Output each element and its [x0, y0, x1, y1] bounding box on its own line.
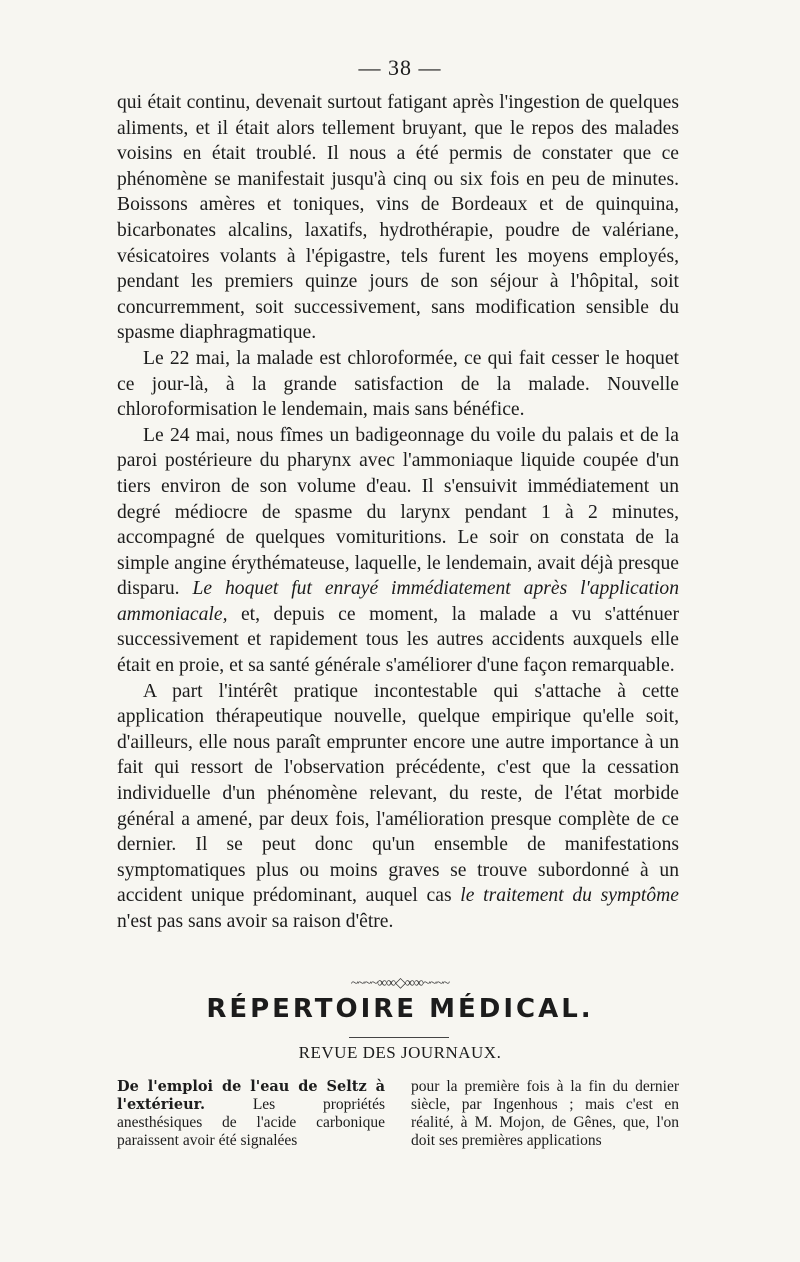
main-text: [117, 90, 679, 935]
paragraph-continuation: qui était continu, devenait surtout fatigant après l'ingestion de quelques aliments, et il était alors tellement bruyant, que le repos des malades voisins en était troublé. Il nous a été permis de constater que ce phénomène se manifestait jusqu'à cinq ou six fois en peu de minutes. Boissons amères et toniques, vins de Bordeaux et de quinquina, bicarbonates alcalins, laxatifs, hydrothérapie, poudre de valériane, vésicatoires volants à l'épigastre, tels furent les moyens employés, pendant les premiers quinze jours de son séjour à l'hôpital, soit concurremment, soit successivement, sans modification sensible du spasme diaphragmatique.: [117, 92, 679, 344]
column-right: [411, 1078, 679, 1150]
paragraph-conclusion: [117, 679, 679, 935]
article-text-left: Les propriétés anesthésiques de l'acide carbonique paraissent avoir été signalées: [117, 1096, 385, 1149]
text-run: n'est pas sans avoir sa raison d'être.: [117, 911, 394, 932]
italic-emphasis: Le hoquet fut enrayé immédiatement après l'application ammoniacale,: [117, 578, 679, 625]
text-run: et, depuis ce moment, la malade a vu s'atténuer successivement et rapidement tous les autres accidents auxquels elle était en proie, et sa santé générale s'améliorer d'une façon remarquable.: [117, 603, 679, 677]
paragraph-24-mai: [117, 423, 679, 679]
text-run: A part l'intérêt pratique incontestable qui s'attache à cette application thérapeutique nouvelle, quelque empirique qu'elle soit, d'ailleurs, elle nous paraît emprunter encore une autre importance à un fait qui ressort de l'observation précédente, c'est que la cessation individuelle d'un phénomène relevant, du reste, de l'état morbide général a amené, par deux fois, l'amélioration presque complète de ce dernier. Il se peut donc qu'un ensemble de manifestations symptomatiques plus ou moins graves se trouve subordonné à un accident unique prédominant, auquel cas: [117, 680, 679, 907]
section-subtitle: REVUE DES JOURNAUX.: [298, 1043, 502, 1062]
article-heading: De l'emploi de l'eau de Seltz à l'extérieur.: [117, 1078, 385, 1113]
italic-emphasis: le traitement du symptôme: [460, 885, 680, 907]
ornament-divider: ~~~~∞∞◇∞∞~~~~: [350, 976, 450, 991]
title-rule: [349, 1037, 449, 1038]
article-columns: [117, 1078, 679, 1150]
column-left: [117, 1078, 385, 1150]
page-number: — 38 —: [358, 55, 442, 80]
text-run: Le 24 mai, nous fîmes un badigeonnage du voile du palais et de la paroi postérieure du pharynx avec l'ammoniaque liquide coupée d'un tiers environ de son volume d'eau. Il s'ensuivit immédiatement un degré médiocre de spasme du larynx pendant 1 à 2 minutes, accompagné de quelques vomituritions. Le soir on constata de la simple angine érythémateuse, laquelle, le lendemain, avait déjà presque disparu.: [117, 424, 679, 600]
paragraph-22-mai: Le 22 mai, la malade est chloroformée, ce qui fait cesser le hoquet ce jour-là, à la grande satisfaction de la malade. Nouvelle chloroformisation le lendemain, mais sans bénéfice.: [117, 347, 679, 421]
article-text-right: pour la première fois à la fin du dernier siècle, par Ingenhous ; mais c'est en réalité, à M. Mojon, de Gênes, que, l'on doit ses premières applications: [411, 1078, 679, 1149]
section-title: RÉPERTOIRE MÉDICAL.: [206, 994, 594, 1024]
article-start: [117, 1078, 385, 1150]
